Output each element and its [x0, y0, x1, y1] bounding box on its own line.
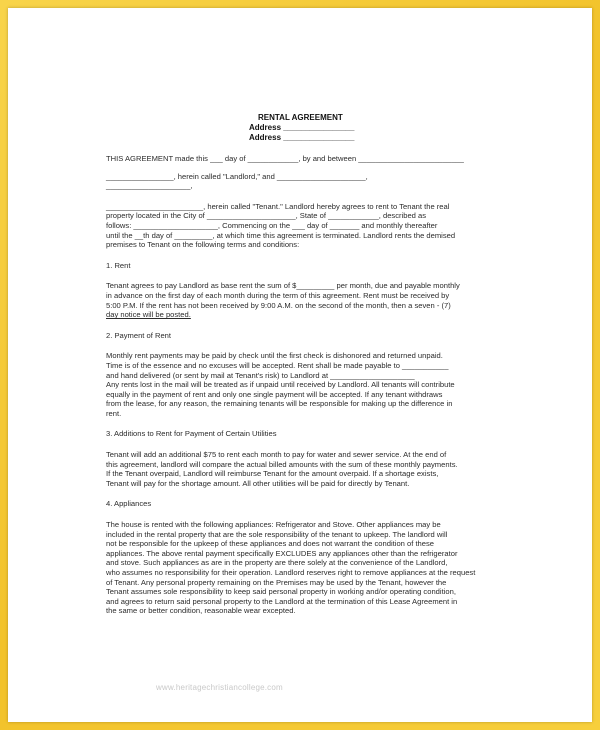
tenant-line: premises to Tenant on the following terms and conditions: [106, 240, 300, 250]
section-heading-utilities: 3. Additions to Rent for Payment of Certain Utilities [106, 429, 277, 439]
appliances-line: and stove. Such appliances as are in the property are there solely at the convenience of the Landlord, [106, 558, 448, 568]
appliances-line: and agrees to return said personal property to the Landlord at the termination of this Lease Agreement in [106, 596, 458, 606]
appliances-line: The house is rented with the following appliances: Refrigerator and Stove. Other appliances may be [106, 520, 441, 530]
appliances-line: appliances. The above rental payment specifically EXCLUDES any appliances other than the refrigerator [106, 548, 458, 558]
section-heading-payment: 2. Payment of Rent [106, 330, 172, 340]
payment-line: Monthly rent payments may be paid by check until the first check is dishonored and returned unpaid. [106, 351, 443, 361]
section-heading-rent: 1. Rent [106, 260, 131, 270]
rent-line: 5:00 P.M. If the rent has not been received by 9:00 A.M. on the second of the month, then a seven - (7) [106, 300, 451, 310]
tenant-line: until the __th day of _________, at which time this agreement is terminated. Landlord rents the demised [106, 230, 456, 240]
payment-line: equally in the payment of rent and only one single payment will be accepted. If any tenant withdraws [106, 389, 443, 399]
intro-line: THIS AGREEMENT made this ___ day of ____________, by and between _________________________ [106, 154, 464, 163]
payment-line: from the lease, for any reason, the remaining tenants will be responsible for making up the difference in [106, 399, 453, 409]
payment-line: and hand delivered (or sent by mail at Tenant's risk) to Landlord at ____________________ [106, 370, 415, 380]
rent-line: Tenant agrees to pay Landlord as base rent the sum of $_________ per month, due and payable monthly [106, 281, 460, 291]
appliances-line: not be responsible for the upkeep of these appliances and does not warrant the condition of these [106, 539, 435, 549]
payment-line: Any rents lost in the mail will be treated as if unpaid until received by Landlord. All tenants will contribute [106, 380, 455, 390]
tenant-paragraph [106, 202, 528, 250]
utilities-line: Tenant will pay for the shortage amount. All other utilities will be paid for directly by Tenant. [106, 478, 410, 488]
intro-paragraph [106, 154, 528, 191]
intro-line: ________________, herein called "Landlord," and _____________________, [106, 171, 368, 181]
document-title: RENTAL AGREEMENT [258, 113, 343, 122]
utilities-line: If the Tenant overpaid, Landlord will reimburse Tenant for the amount overpaid. If a shortage exists, [106, 469, 439, 479]
tenant-line: _______________________, herein called "Tenant." Landlord hereby agrees to rent to Tenant the real [106, 201, 450, 211]
intro-line: ____________________, [106, 181, 193, 191]
utilities-line: Tenant will add an additional $75 to rent each month to pay for water and sewer service. At the end of [106, 450, 447, 460]
utilities-line: this agreement, landlord will compare the actual billed amounts with the sum of these monthly payments. [106, 459, 458, 469]
utilities-paragraph [106, 450, 528, 488]
rent-line: in advance on the first day of each month during the term of this agreement. Rent must be received by [106, 290, 450, 300]
appliances-line: included in the rental property that are the sole responsibility of the tenant to upkeep. The landlord will [106, 529, 448, 539]
rent-line: day notice will be posted. [106, 310, 191, 320]
rental-agreement-document [106, 113, 528, 616]
rent-paragraph [106, 281, 528, 319]
payment-paragraph [106, 351, 528, 418]
appliances-line: the same or better condition, reasonable wear excepted. [106, 606, 296, 616]
section-heading-appliances: 4. Appliances [106, 499, 152, 509]
payment-line: rent. [106, 408, 122, 418]
tenant-line: property located in the City of _____________________, State of ____________, described as [106, 211, 427, 221]
watermark: www.heritagechristiancollege.com [156, 683, 283, 692]
address-line-2: Address ________________ [249, 133, 355, 142]
tenant-line: follows: ____________________, Commencing on the ___ day of _______ and monthly thereafter [106, 220, 438, 230]
document-page [8, 8, 592, 722]
appliances-line: who assumes no responsibility for their operation. Landlord reserves right to remove appliances at the request [106, 568, 476, 577]
appliances-line: of Tenant. Any personal property remaining on the Premises may be used by the Tenant, however the [106, 577, 447, 587]
appliances-paragraph [106, 520, 528, 616]
address-line-1: Address ________________ [249, 123, 355, 132]
payment-line: Time is of the essence and no excuses will be accepted. Rent shall be made payable to ___________ [106, 360, 449, 370]
appliances-line: Tenant assumes sole responsibility to keep said personal property in working and/or operating condition, [106, 587, 456, 597]
